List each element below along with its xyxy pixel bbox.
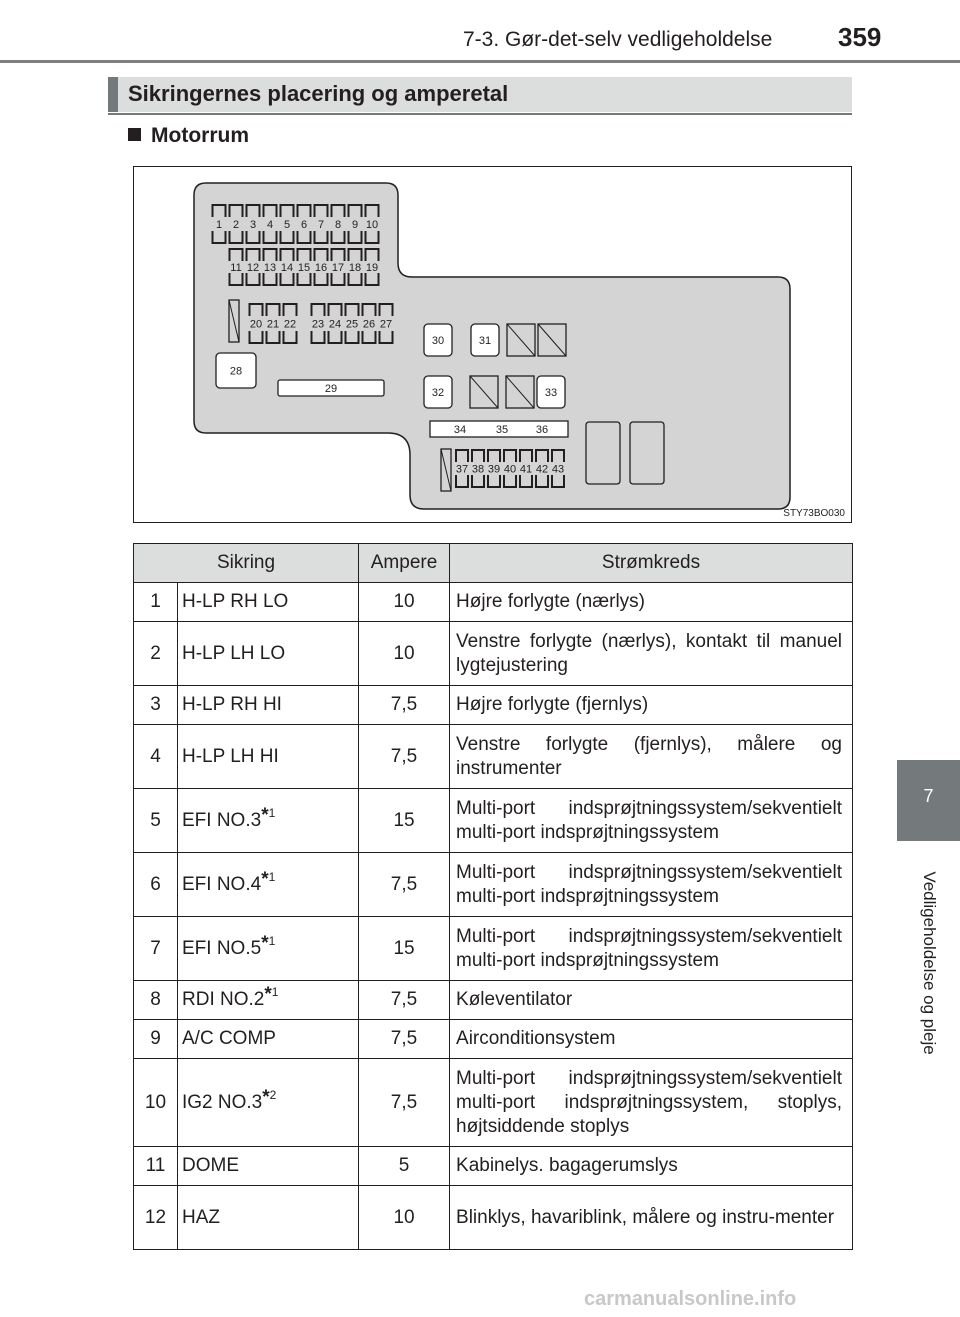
table-row bbox=[134, 1186, 853, 1250]
fuse-circuit: Multi-port indsprøjtningssystem/sekventielt multi-port indsprøjtningssystem bbox=[450, 853, 853, 917]
fuse-name-cell bbox=[178, 1020, 359, 1059]
fuse-name-cell bbox=[178, 686, 359, 725]
header-fuse: Sikring bbox=[134, 544, 359, 583]
fuse-name-cell bbox=[178, 1147, 359, 1186]
fuse-label: 35 bbox=[495, 424, 509, 436]
table-row bbox=[134, 725, 853, 789]
fuse-circuit: Kabinelys. bagagerumslys bbox=[450, 1147, 853, 1186]
fuse-name-cell bbox=[178, 622, 359, 686]
fuse-label: 16 bbox=[314, 262, 328, 274]
table-row bbox=[134, 1059, 853, 1147]
fuse-label: 39 bbox=[487, 463, 501, 476]
fuse-number: 11 bbox=[134, 1147, 178, 1186]
fuse-number: 1 bbox=[134, 583, 178, 622]
fuse-label: 33 bbox=[544, 387, 558, 399]
fuse-ampere: 10 bbox=[359, 622, 450, 686]
fuse-label: 21 bbox=[266, 318, 280, 331]
fuse-ampere: 15 bbox=[359, 789, 450, 853]
fuse-ampere: 7,5 bbox=[359, 1059, 450, 1147]
fuse-number: 12 bbox=[134, 1186, 178, 1250]
fuse-circuit: Køleventilator bbox=[450, 981, 853, 1020]
footnote-marker: *1 bbox=[264, 984, 279, 1005]
fuse-label: 24 bbox=[328, 318, 342, 331]
fuse-label: 17 bbox=[331, 262, 345, 274]
footnote-marker: *1 bbox=[261, 804, 276, 826]
header-divider bbox=[0, 60, 960, 63]
fuse-label: 22 bbox=[283, 318, 297, 331]
fuse-ampere: 7,5 bbox=[359, 1020, 450, 1059]
fuse-label: 4 bbox=[266, 219, 274, 231]
fuse-name-cell bbox=[178, 1186, 359, 1250]
fuse-label: 14 bbox=[280, 262, 294, 274]
table-row bbox=[134, 583, 853, 622]
fuse-label: 37 bbox=[455, 463, 469, 476]
fuse-name: H-LP RH LO bbox=[182, 591, 289, 612]
fuse-label: 31 bbox=[478, 335, 492, 347]
fuse-number: 3 bbox=[134, 686, 178, 725]
table-row bbox=[134, 1147, 853, 1186]
fuse-label: 12 bbox=[246, 262, 260, 274]
fuse-number: 6 bbox=[134, 853, 178, 917]
section-title: Sikringernes placering og amperetal bbox=[128, 81, 509, 106]
fuse-name: RDI NO.2 bbox=[182, 989, 265, 1010]
fuse-number: 2 bbox=[134, 622, 178, 686]
table-row bbox=[134, 981, 853, 1020]
fuse-label: 9 bbox=[351, 219, 359, 231]
fuse-label: 23 bbox=[311, 318, 325, 331]
fuse-label: 3 bbox=[249, 219, 257, 231]
fuse-name-cell bbox=[178, 917, 359, 981]
subheading bbox=[128, 124, 249, 148]
fuse-ampere: 7,5 bbox=[359, 725, 450, 789]
table-row bbox=[134, 853, 853, 917]
fuse-name: EFI NO.5 bbox=[182, 937, 262, 959]
fuse-label: 30 bbox=[431, 335, 445, 347]
fuse-label: 40 bbox=[503, 463, 517, 476]
fuse-label: 5 bbox=[283, 219, 291, 231]
fuse-circuit: Airconditionsystem bbox=[450, 1020, 853, 1059]
fuse-number: 5 bbox=[134, 789, 178, 853]
section-marker bbox=[108, 77, 118, 112]
header-section-title: 7-3. Gør-det-selv vedligeholdelse bbox=[463, 28, 773, 51]
fuse-ampere: 7,5 bbox=[359, 981, 450, 1020]
fuse-name-cell bbox=[178, 853, 359, 917]
fuse-name: EFI NO.3 bbox=[182, 809, 262, 831]
table-row bbox=[134, 686, 853, 725]
fuse-label: 27 bbox=[379, 318, 393, 331]
fuse-name: H-LP LH LO bbox=[182, 642, 286, 664]
table-header-row bbox=[134, 544, 853, 583]
fuse-circuit: Højre forlygte (nærlys) bbox=[450, 583, 853, 622]
fuse-label: 28 bbox=[229, 365, 243, 378]
fuse-circuit: Multi-port indsprøjtningssystem/sekventielt multi-port indsprøjtningssystem bbox=[450, 917, 853, 981]
fuse-label: 43 bbox=[551, 463, 565, 476]
fuse-label: 38 bbox=[471, 463, 485, 476]
fuse-name: A/C COMP bbox=[182, 1028, 276, 1049]
fuse-circuit: Højre forlygte (fjernlys) bbox=[450, 686, 853, 725]
fuse-name-cell bbox=[178, 981, 359, 1020]
fuse-name-cell bbox=[178, 1059, 359, 1147]
section-heading-bar bbox=[108, 77, 852, 112]
fuse-number: 4 bbox=[134, 725, 178, 789]
fuse-label: 41 bbox=[519, 463, 533, 476]
watermark: carmanualsonline.info bbox=[584, 1288, 797, 1310]
fuse-label: 34 bbox=[453, 424, 467, 436]
fuse-name: DOME bbox=[182, 1155, 239, 1176]
fuse-ampere: 10 bbox=[359, 1186, 450, 1250]
fuse-label: 7 bbox=[317, 219, 325, 231]
fuse-label: 10 bbox=[365, 219, 379, 231]
footnote-marker: *2 bbox=[262, 1086, 277, 1108]
fuse-ampere: 7,5 bbox=[359, 853, 450, 917]
fuse-label: 25 bbox=[345, 318, 359, 331]
chapter-tab[interactable] bbox=[897, 760, 960, 841]
fuse-name-cell bbox=[178, 583, 359, 622]
fuse-label: 6 bbox=[300, 219, 308, 231]
fuse-label: 19 bbox=[365, 262, 379, 274]
fuse-number: 9 bbox=[134, 1020, 178, 1059]
fuse-name: H-LP RH HI bbox=[182, 694, 282, 715]
subheading-text: Motorrum bbox=[151, 124, 249, 147]
fuse-name-cell bbox=[178, 725, 359, 789]
fuse-name: H-LP LH HI bbox=[182, 745, 279, 767]
table-row bbox=[134, 917, 853, 981]
fuse-label: 13 bbox=[263, 262, 277, 274]
fuse-circuit: Venstre forlygte (fjernlys), målere og instrumenter bbox=[450, 725, 853, 789]
fuse-name-cell bbox=[178, 789, 359, 853]
fuse-label: 8 bbox=[334, 219, 342, 231]
fuse-label: 20 bbox=[249, 318, 263, 331]
fuse-circuit: Venstre forlygte (nærlys), kontakt til manuel lygtejustering bbox=[450, 622, 853, 686]
fuse-label: 42 bbox=[535, 463, 549, 476]
footnote-marker: *1 bbox=[261, 932, 276, 954]
square-bullet-icon bbox=[128, 128, 141, 141]
fuse-label: 11 bbox=[230, 262, 242, 274]
fuse-circuit: Multi-port indsprøjtningssystem/sekventielt multi-port indsprøjtningssystem bbox=[450, 789, 853, 853]
fuse-label: 29 bbox=[324, 383, 338, 395]
chapter-number: 7 bbox=[923, 786, 934, 806]
fuse-box-diagram bbox=[133, 166, 852, 523]
table-row bbox=[134, 622, 853, 686]
fuse-ampere: 15 bbox=[359, 917, 450, 981]
fuse-number: 8 bbox=[134, 981, 178, 1020]
header-ampere: Ampere bbox=[359, 544, 450, 583]
fuse-label: 18 bbox=[348, 262, 362, 274]
fuse-label: 36 bbox=[535, 424, 549, 436]
fuse-circuit: Multi-port indsprøjtningssystem/sekventielt multi-port indsprøjtningssystem, stoplys, højtsiddende stoplys bbox=[450, 1059, 853, 1147]
fuse-label: 2 bbox=[232, 219, 240, 231]
fuse-ampere: 7,5 bbox=[359, 686, 450, 725]
section-divider bbox=[108, 113, 852, 115]
fuse-number: 10 bbox=[134, 1059, 178, 1147]
fuse-ampere: 5 bbox=[359, 1147, 450, 1186]
fuse-number: 7 bbox=[134, 917, 178, 981]
fuse-name: IG2 NO.3 bbox=[182, 1091, 263, 1113]
footnote-marker: *1 bbox=[261, 868, 276, 890]
fuse-name: EFI NO.4 bbox=[182, 873, 262, 895]
fuse-label: 15 bbox=[297, 262, 311, 274]
table-row bbox=[134, 789, 853, 853]
fuse-label: 1 bbox=[215, 219, 223, 231]
fuse-circuit: Blinklys, havariblink, målere og instru-menter bbox=[450, 1186, 853, 1250]
fuse-ampere: 10 bbox=[359, 583, 450, 622]
fuse-box-illustration bbox=[134, 167, 851, 522]
fuse-name: HAZ bbox=[182, 1206, 220, 1228]
chapter-label: Vedligeholdelse og pleje bbox=[920, 871, 939, 1055]
table-row bbox=[134, 1020, 853, 1059]
diagram-code: STY73BO030 bbox=[783, 508, 845, 519]
fuse-label: 26 bbox=[362, 318, 376, 331]
fuse-table bbox=[133, 543, 853, 1250]
fuse-label: 32 bbox=[431, 387, 445, 399]
header-circuit: Strømkreds bbox=[450, 544, 853, 583]
page-number: 359 bbox=[838, 22, 882, 52]
